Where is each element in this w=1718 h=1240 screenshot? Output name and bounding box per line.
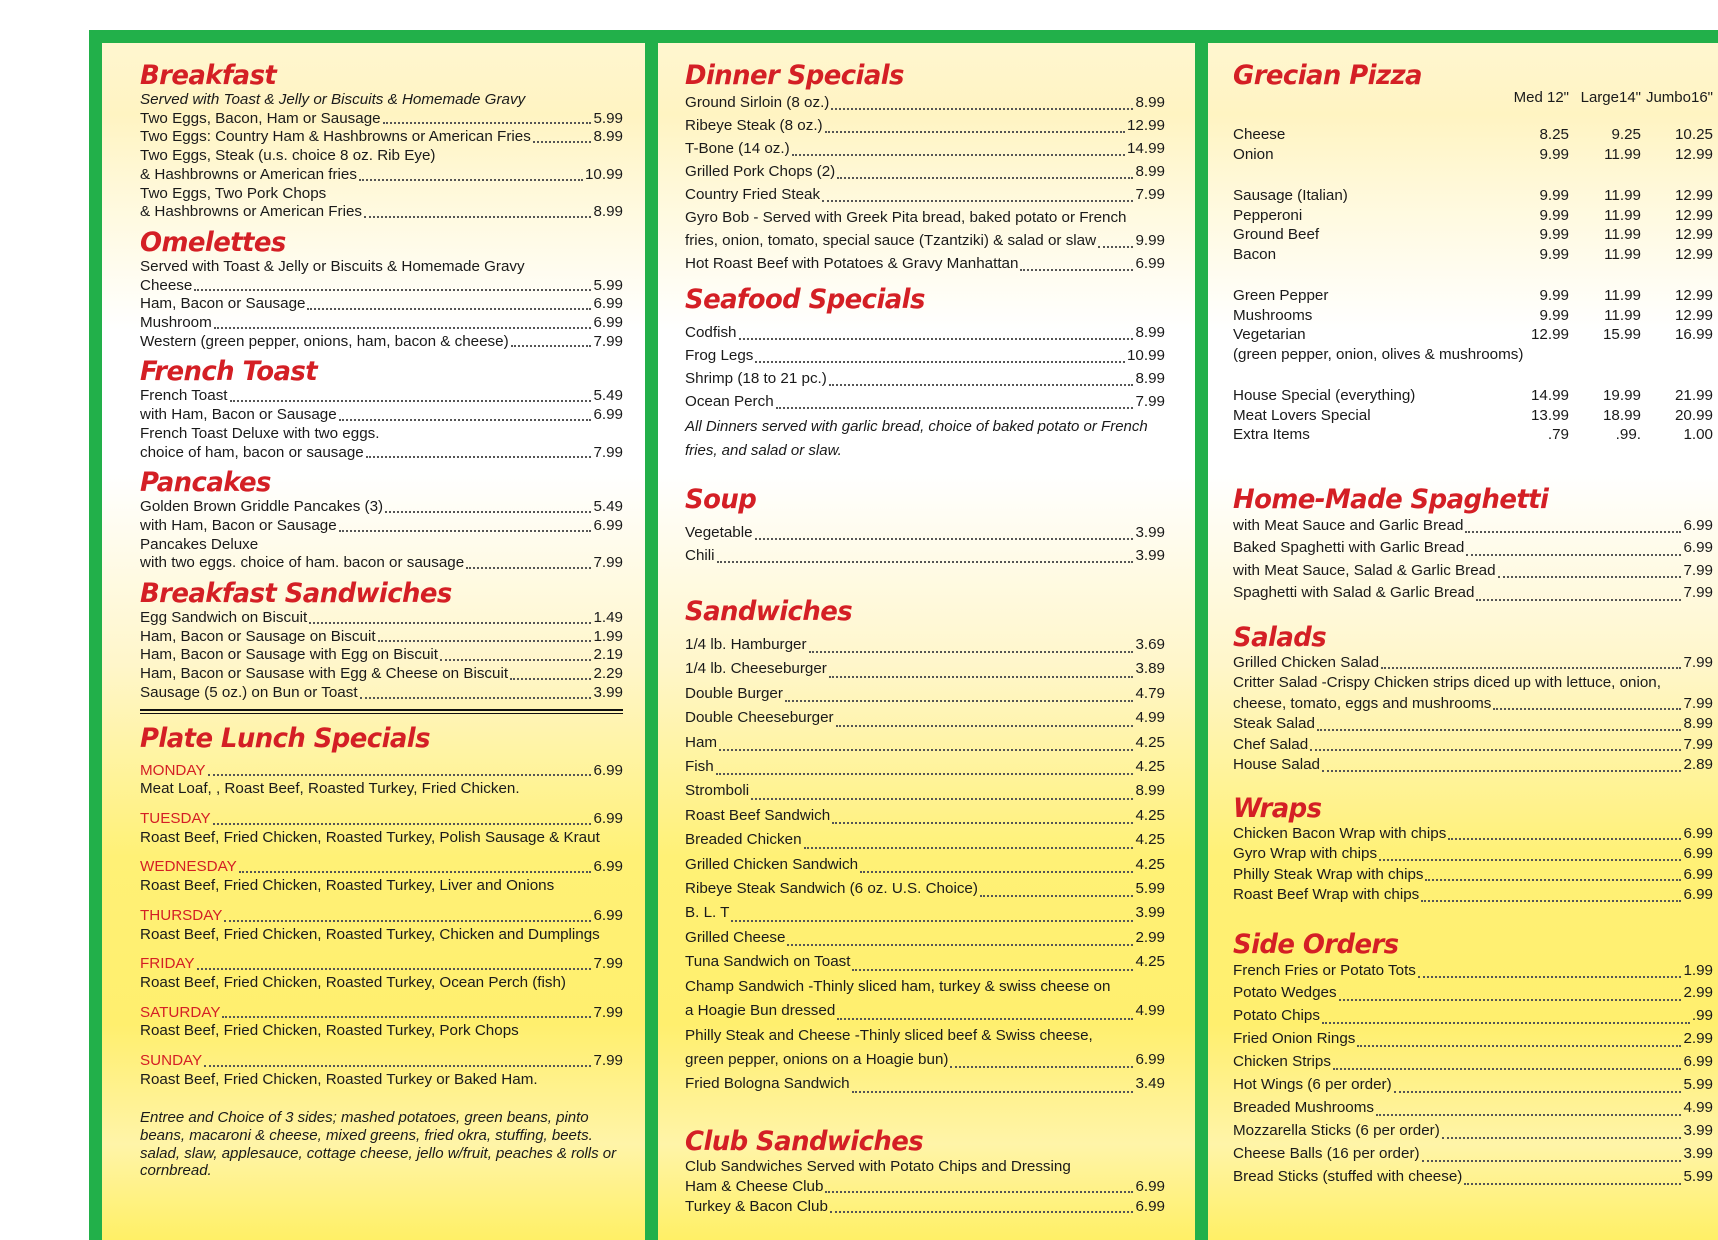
menu-item: Frog Legs 10.99 <box>685 347 1165 364</box>
menu-item: Bread Sticks (stuffed with cheese) 5.99 <box>1233 1167 1713 1185</box>
menu-item: Grilled Cheese 2.99 <box>685 928 1165 946</box>
menu-item: Roast Beef Sandwich 4.25 <box>685 806 1165 824</box>
section-omelettes <box>140 228 623 352</box>
pizza-row: Onion 9.99 11.99 12.99 <box>1233 145 1713 163</box>
size-label: Large14" <box>1580 89 1641 106</box>
menu-item: with Ham, Bacon or Sausage 6.99 <box>140 516 623 534</box>
price: 8.99 <box>593 203 623 221</box>
menu-item: Fried Onion Rings 2.99 <box>1233 1030 1713 1048</box>
menu-item: Spaghetti with Salad & Garlic Bread 7.99 <box>1233 584 1713 601</box>
menu-item: Grilled Pork Chops (2) 8.99 <box>685 163 1165 180</box>
plate-lunch-note: Entree and Choice of 3 sides; mashed potatoes, green beans, pinto beans, macaroni & cheese, mixed greens, fried okra, stuffing, beets. salad, slaw, applesauce, cottage cheese, jello w/fruit, peaches & rolls or cornbread. <box>140 1109 617 1180</box>
menu-item: Chicken Bacon Wrap with chips 6.99 <box>1233 824 1713 842</box>
menu-item: Tuna Sandwich on Toast 4.25 <box>685 953 1165 971</box>
section-sandwiches <box>685 597 1165 1097</box>
menu-item: Country Fried Steak 7.99 <box>685 186 1165 203</box>
menu-item: Potato Chips .99 <box>1233 1007 1713 1025</box>
menu-panel-left <box>89 30 645 1240</box>
menu-item: Ribeye Steak Sandwich (6 oz. U.S. Choice) 5.99 <box>685 880 1165 898</box>
section-title: Grecian Pizza <box>1233 60 1422 91</box>
menu-item: Sausage (5 oz.) on Bun or Toast 3.99 <box>140 683 623 701</box>
section-title: Sandwiches <box>685 596 853 627</box>
menu-item: Hot Wings (6 per order) 5.99 <box>1233 1076 1713 1094</box>
menu-item: Breaded Mushrooms 4.99 <box>1233 1098 1713 1116</box>
section-subtitle: Served with Toast & Jelly or Biscuits & Homemade Gravy <box>140 257 525 275</box>
section-title: Side Orders <box>1233 928 1399 960</box>
section-seafood-specials <box>685 285 1165 463</box>
vegetarian-note: (green pepper, onion, olives & mushrooms) <box>1233 345 1524 363</box>
menu-item: Ham, Bacon or Sausage on Biscuit 1.99 <box>140 627 623 645</box>
section-club-sandwiches <box>685 1127 1165 1217</box>
price: 5.99 <box>593 109 623 127</box>
day-label: THURSDAY <box>140 906 223 924</box>
size-label: Jumbo16" <box>1645 89 1713 106</box>
menu-item-line: Two Eggs, Two Pork Chops <box>140 184 327 202</box>
menu-item: B. L. T 3.99 <box>685 904 1165 922</box>
menu-item: House Salad 2.89 <box>1233 756 1713 773</box>
menu-item-line: French Toast Deluxe with two eggs. <box>140 424 380 442</box>
section-french-toast <box>140 357 623 462</box>
day-special: FRIDAY 7.99 Roast Beef, Fried Chicken, Roasted Turkey, Ocean Perch (fish) <box>140 955 623 991</box>
menu-item: Grilled Chicken Sandwich 4.25 <box>685 855 1165 873</box>
menu-item-line: Pancakes Deluxe <box>140 535 259 553</box>
menu-item: Mushroom 6.99 <box>140 314 623 332</box>
day-label: SUNDAY <box>140 1052 203 1070</box>
day-label: WEDNESDAY <box>140 858 237 876</box>
menu-item: Breaded Chicken 4.25 <box>685 831 1165 849</box>
menu-item: 1/4 lb. Cheeseburger 3.89 <box>685 660 1165 678</box>
size-label: Med 12" <box>1513 89 1569 106</box>
menu-item: Steak Salad 8.99 <box>1233 715 1713 732</box>
pizza-row: Ground Beef 9.99 11.99 12.99 <box>1233 226 1713 243</box>
pizza-row: Vegetarian 12.99 15.99 16.99 <box>1233 326 1713 343</box>
menu-item: Chicken Strips 6.99 <box>1233 1053 1713 1071</box>
menu-item: Ribeye Steak (8 oz.) 12.99 <box>685 117 1165 134</box>
day-label: MONDAY <box>140 761 206 779</box>
menu-item-line: Philly Steak and Cheese -Thinly sliced beef & Swiss cheese, <box>685 1026 1093 1044</box>
pizza-row: Cheese 8.25 9.25 10.25 <box>1233 126 1713 143</box>
section-title: Plate Lunch Specials <box>140 722 430 754</box>
menu-item: Mozzarella Sticks (6 per order) 3.99 <box>1233 1121 1713 1139</box>
pizza-row: Bacon 9.99 11.99 12.99 <box>1233 245 1713 263</box>
menu-item: with Meat Sauce and Garlic Bread 6.99 <box>1233 516 1713 534</box>
seafood-note: All Dinners served with garlic bread, choice of baked potato or French fries, and salad or slaw. <box>685 418 1148 459</box>
day-desc: Meat Loaf, , Roast Beef, Roasted Turkey, Fried Chicken. <box>140 780 520 798</box>
section-title: Wraps <box>1233 792 1322 824</box>
menu-panel-right <box>1195 30 1718 1240</box>
menu-item-line: Two Eggs, Steak (u.s. choice 8 oz. Rib Eye) <box>140 147 436 165</box>
day-desc: Roast Beef, Fried Chicken, Roasted Turkey, Pork Chops <box>140 1022 519 1040</box>
menu-item: with Meat Sauce, Salad & Garlic Bread 7.99 <box>1233 561 1713 579</box>
pizza-row: Meat Lovers Special 13.99 18.99 20.99 <box>1233 406 1713 424</box>
day-special: SATURDAY 7.99 Roast Beef, Fried Chicken, Roasted Turkey, Pork Chops <box>140 1003 623 1040</box>
menu-item: Philly Steak Wrap with chips 6.99 <box>1233 865 1713 883</box>
menu-item: Vegetable 3.99 <box>685 524 1165 541</box>
section-soup <box>685 485 1165 567</box>
section-spaghetti <box>1233 485 1713 605</box>
price: 8.99 <box>593 128 623 146</box>
panel-background <box>102 43 645 1240</box>
menu-item: Chef Salad 7.99 <box>1233 735 1713 753</box>
section-title: Salads <box>1233 621 1327 653</box>
menu-item: Western (green pepper, onions, ham, bacon & cheese) 7.99 <box>140 332 623 350</box>
menu-item: Ham & Cheese Club 6.99 <box>685 1177 1165 1195</box>
menu-item: Cheese 5.99 <box>140 276 623 294</box>
menu-item: Ham 4.25 <box>685 733 1165 751</box>
menu-item: Chili 3.99 <box>685 547 1165 564</box>
day-special: MONDAY 6.99 Meat Loaf, , Roast Beef, Roasted Turkey, Fried Chicken. <box>140 761 623 798</box>
menu-item: Egg Sandwich on Biscuit 1.49 <box>140 609 623 627</box>
right-column <box>1233 61 1713 1189</box>
section-title: Seafood Specials <box>685 284 925 315</box>
menu-item: Shrimp (18 to 21 pc.) 8.99 <box>685 370 1165 387</box>
menu-item-line: Gyro Bob - Served with Greek Pita bread, baked potato or French <box>685 209 1127 226</box>
menu-item: T-Bone (14 oz.) 14.99 <box>685 140 1165 157</box>
section-subtitle: Served with Toast & Jelly or Biscuits & Homemade Gravy <box>140 91 526 108</box>
day-desc: Roast Beef, Fried Chicken, Roasted Turkey, Ocean Perch (fish) <box>140 973 566 991</box>
menu-item: with Ham, Bacon or Sausage 6.99 <box>140 406 623 424</box>
day-special: SUNDAY 7.99 Roast Beef, Fried Chicken, Roasted Turkey or Baked Ham. <box>140 1052 623 1088</box>
section-divider <box>140 709 623 714</box>
pizza-row: Mushrooms 9.99 11.99 12.99 <box>1233 306 1713 324</box>
panel-background <box>1208 43 1718 1240</box>
section-breakfast-sandwiches <box>140 579 623 703</box>
section-title: Breakfast <box>140 60 277 91</box>
menu-item: fries, onion, tomato, special sauce (Tzantziki) & salad or slaw 9.99 <box>685 232 1165 249</box>
section-title: Omelettes <box>140 226 286 258</box>
section-grecian-pizza <box>1233 61 1713 445</box>
day-label: SATURDAY <box>140 1003 221 1021</box>
section-title: Soup <box>685 484 757 515</box>
menu-item: Turkey & Bacon Club 6.99 <box>685 1197 1165 1215</box>
section-plate-lunch <box>140 724 623 1180</box>
section-subtitle: Club Sandwiches Served with Potato Chips and Dressing <box>685 1157 1071 1175</box>
section-title: Home-Made Spaghetti <box>1233 483 1549 515</box>
section-salads <box>1233 623 1713 776</box>
day-desc: Roast Beef, Fried Chicken, Roasted Turkey, Polish Sausage & Kraut <box>140 828 600 846</box>
menu-item: Ham, Bacon or Sausase with Egg & Cheese on Biscuit 2.29 <box>140 665 623 683</box>
menu-item: Gyro Wrap with chips 6.99 <box>1233 845 1713 862</box>
menu-item: Roast Beef Wrap with chips 6.99 <box>1233 886 1713 903</box>
pizza-row: Extra Items .79 .99. 1.00 <box>1233 426 1713 443</box>
day-special: THURSDAY 6.99 Roast Beef, Fried Chicken, Roasted Turkey, Chicken and Dumplings <box>140 906 623 943</box>
menu-item: Fish 4.25 <box>685 758 1165 776</box>
menu-item-line: Champ Sandwich -Thinly sliced ham, turkey & swiss cheese on <box>685 977 1111 995</box>
menu-item: French Fries or Potato Tots 1.99 <box>1233 961 1713 979</box>
section-pancakes <box>140 468 623 573</box>
menu-item: a Hoagie Bun dressed 4.99 <box>685 1002 1165 1020</box>
pizza-row: Pepperoni 9.99 11.99 12.99 <box>1233 206 1713 224</box>
menu-item: & Hashbrowns or American Fries 8.99 <box>140 203 623 221</box>
section-title: Breakfast Sandwiches <box>140 578 452 610</box>
section-title: Pancakes <box>140 467 271 499</box>
menu-item: Baked Spaghetti with Garlic Bread 6.99 <box>1233 539 1713 556</box>
menu-item: Double Cheeseburger 4.99 <box>685 709 1165 727</box>
price: 10.99 <box>584 165 623 183</box>
day-label: TUESDAY <box>140 809 211 827</box>
menu-item: French Toast 5.49 <box>140 387 623 405</box>
menu-item: Grilled Chicken Salad 7.99 <box>1233 653 1713 671</box>
menu-item-line: Critter Salad -Crispy Chicken strips diced up with lettuce, onion, <box>1233 674 1661 691</box>
menu-item: Ground Sirloin (8 oz.) 8.99 <box>685 94 1165 111</box>
section-title: Dinner Specials <box>685 60 904 91</box>
left-column <box>140 61 623 1180</box>
pizza-size-header <box>1233 89 1713 107</box>
section-dinner-specials <box>685 61 1165 275</box>
menu-item: Ham, Bacon or Sausage with Egg on Biscuit 2.19 <box>140 646 623 664</box>
menu-item: Ocean Perch 7.99 <box>685 393 1165 410</box>
menu-item: Golden Brown Griddle Pancakes (3) 5.49 <box>140 498 623 516</box>
menu-item: choice of ham, bacon or sausage 7.99 <box>140 443 623 461</box>
section-title: French Toast <box>140 356 318 388</box>
section-title: Club Sandwiches <box>685 1125 924 1157</box>
menu-item: Stromboli 8.99 <box>685 782 1165 800</box>
menu-item: Cheese Balls (16 per order) 3.99 <box>1233 1144 1713 1162</box>
menu-item: Codfish 8.99 <box>685 324 1165 341</box>
menu-item: Two Eggs, Bacon, Ham or Sausage 5.99 <box>140 109 623 127</box>
menu-item: cheese, tomato, eggs and mushrooms 7.99 <box>1233 694 1713 712</box>
section-side-orders <box>1233 930 1713 1189</box>
day-desc: Roast Beef, Fried Chicken, Roasted Turkey, Chicken and Dumplings <box>140 925 600 943</box>
menu-item: & Hashbrowns or American fries 10.99 <box>140 165 623 183</box>
menu-item: Fried Bologna Sandwich 3.49 <box>685 1075 1165 1093</box>
pizza-row: Green Pepper 9.99 11.99 12.99 <box>1233 287 1713 304</box>
menu-panel-center <box>645 30 1195 1240</box>
menu-item: 1/4 lb. Hamburger 3.69 <box>685 636 1165 653</box>
day-desc: Roast Beef, Fried Chicken, Roasted Turkey or Baked Ham. <box>140 1070 538 1088</box>
section-wraps <box>1233 794 1713 906</box>
menu-item: Double Burger 4.79 <box>685 684 1165 702</box>
day-special: WEDNESDAY 6.99 Roast Beef, Fried Chicken, Roasted Turkey, Liver and Onions <box>140 858 623 895</box>
day-special: TUESDAY 6.99 Roast Beef, Fried Chicken, Roasted Turkey, Polish Sausage & Kraut <box>140 809 623 846</box>
menu-item: Two Eggs: Country Ham & Hashbrowns or American Fries 8.99 <box>140 128 623 146</box>
pizza-row: Sausage (Italian) 9.99 11.99 12.99 <box>1233 187 1713 204</box>
section-breakfast <box>140 61 623 222</box>
menu-item: with two eggs. choice of ham. bacon or sausage 7.99 <box>140 554 623 572</box>
menu-item: Hot Roast Beef with Potatoes & Gravy Manhattan 6.99 <box>685 255 1165 272</box>
day-label: FRIDAY <box>140 955 195 973</box>
panel-background <box>658 43 1195 1240</box>
menu-item: Ham, Bacon or Sausage 6.99 <box>140 295 623 313</box>
center-column <box>685 61 1165 1217</box>
pizza-row: House Special (everything) 14.99 19.99 21.99 <box>1233 387 1713 404</box>
menu-item: Potato Wedges 2.99 <box>1233 984 1713 1002</box>
day-desc: Roast Beef, Fried Chicken, Roasted Turkey, Liver and Onions <box>140 877 555 895</box>
menu-item: green pepper, onions on a Hoagie bun) 6.99 <box>685 1050 1165 1068</box>
